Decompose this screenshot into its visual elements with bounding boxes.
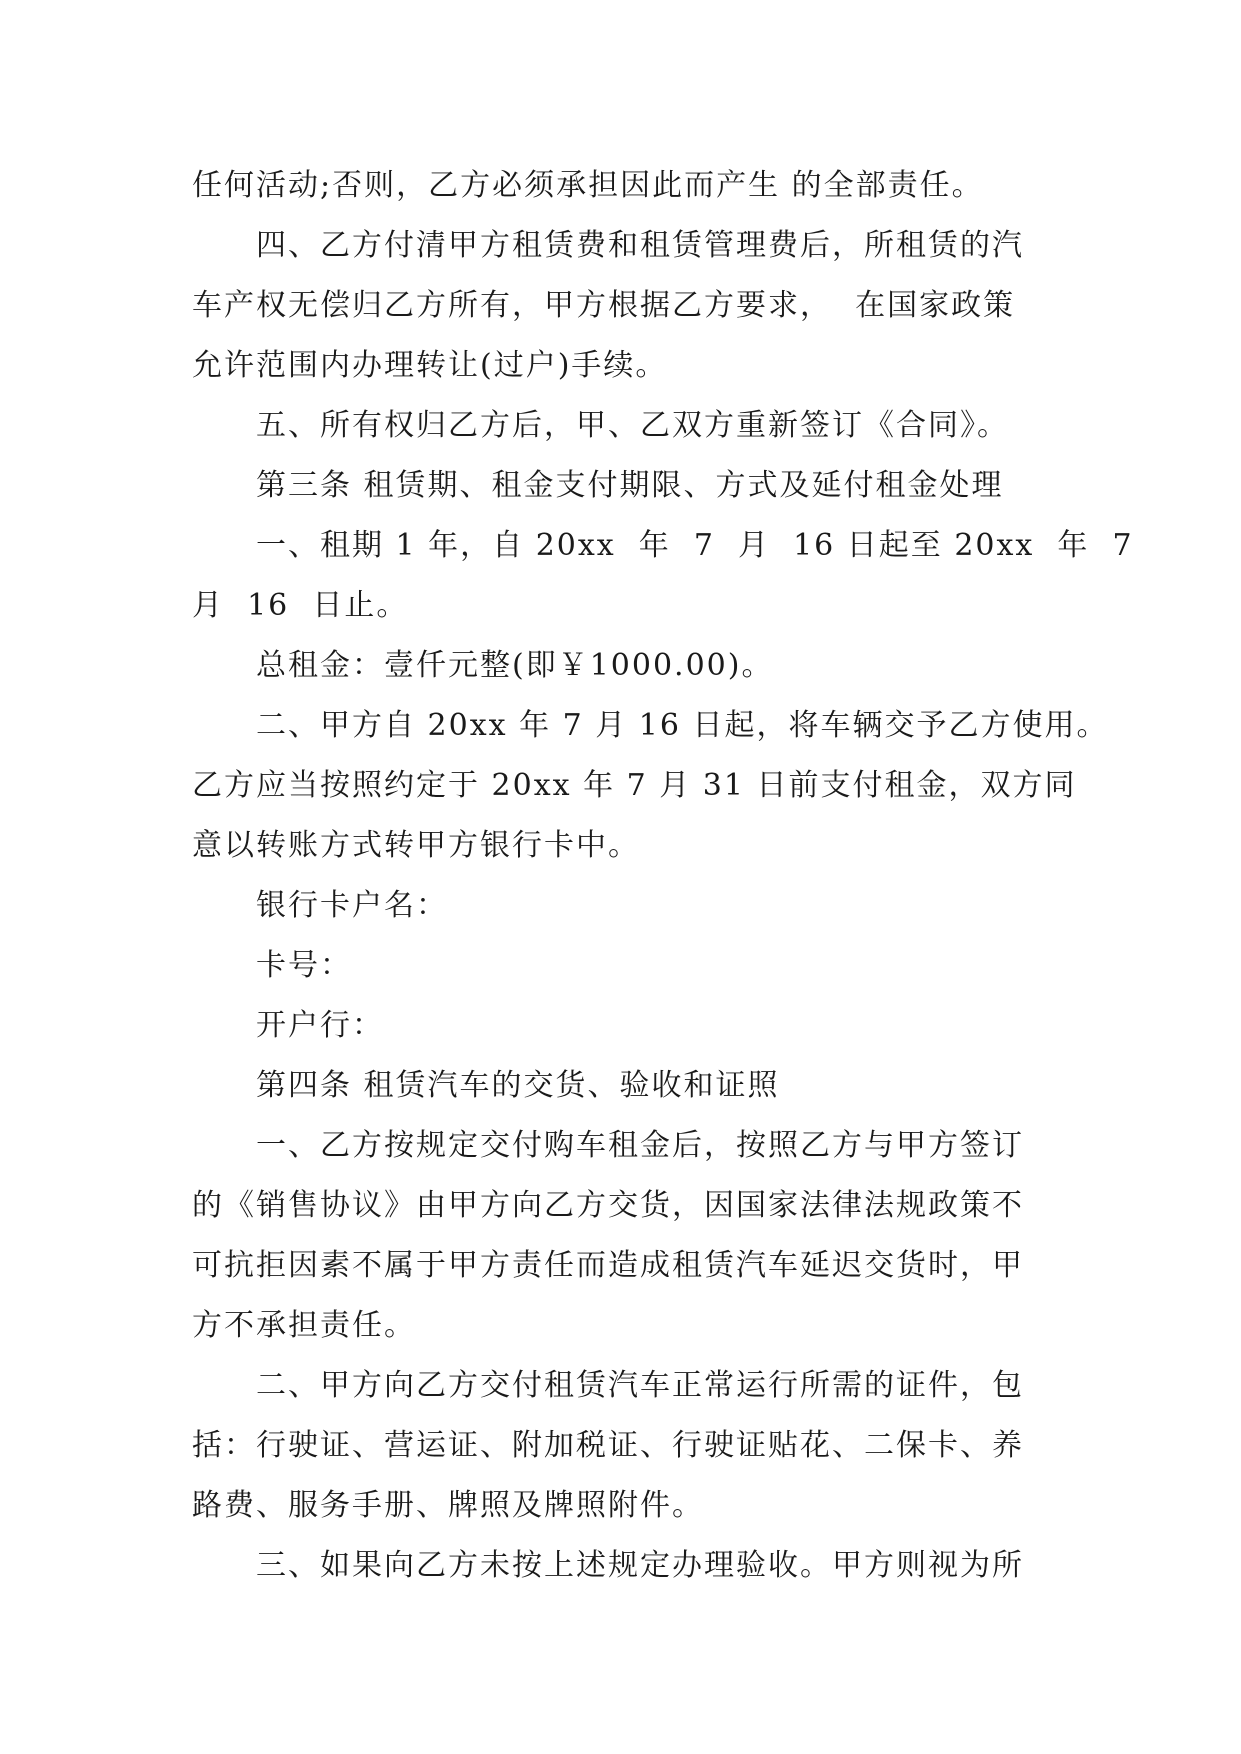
- text-line: 意以转账方式转甲方银行卡中。: [192, 828, 640, 863]
- bank-branch-label: 开户行：: [256, 1008, 384, 1043]
- text-line: 二、甲方向乙方交付租赁汽车正常运行所需的证件，包: [256, 1368, 1024, 1403]
- text-line: 的《销售协议》由甲方向乙方交货，因国家法律法规政策不: [192, 1188, 1024, 1223]
- section-heading: 第三条 租赁期、租金支付期限、方式及延付租金处理: [256, 468, 1004, 503]
- text-line: 一、乙方按规定交付购车租金后，按照乙方与甲方签订: [256, 1128, 1024, 1163]
- text-line: 乙方应当按照约定于 20xx 年 7 月 31 日前支付租金，双方同: [192, 768, 1077, 803]
- bank-account-name-label: 银行卡户名：: [256, 888, 448, 923]
- text-line: 路费、服务手册、牌照及牌照附件。: [192, 1488, 704, 1523]
- text-line: 括：行驶证、营运证、附加税证、行驶证贴花、二保卡、养: [192, 1428, 1024, 1463]
- text-line: 一、租期 1 年，自 20xx 年 7 月 16 日起至 20xx 年 7: [256, 528, 1134, 563]
- text-line: 二、甲方自 20xx 年 7 月 16 日起，将车辆交予乙方使用。: [256, 708, 1109, 743]
- text-line: 车产权无偿归乙方所有，甲方根据乙方要求， 在国家政策: [192, 288, 1016, 323]
- section-heading: 第四条 租赁汽车的交货、验收和证照: [256, 1068, 780, 1103]
- text-line: 四、乙方付清甲方租赁费和租赁管理费后，所租赁的汽: [256, 228, 1024, 263]
- text-line: 方不承担责任。: [192, 1308, 416, 1343]
- card-number-label: 卡号：: [256, 948, 352, 983]
- text-line: 任何活动;否则，乙方必须承担因此而产生 的全部责任。: [192, 168, 984, 203]
- text-line: 允许范围内办理转让(过户)手续。: [192, 348, 668, 383]
- text-line: 三、如果向乙方未按上述规定办理验收。甲方则视为所: [256, 1548, 1024, 1583]
- text-line: 五、所有权归乙方后，甲、乙双方重新签订《合同》。: [256, 408, 1009, 443]
- text-line: 可抗拒因素不属于甲方责任而造成租赁汽车延迟交货时，甲: [192, 1248, 1024, 1283]
- document-body: [192, 156, 1134, 1596]
- text-line: 总租金：壹仟元整(即￥1000.00)。: [256, 648, 774, 683]
- text-line: 月 16 日止。: [192, 588, 409, 623]
